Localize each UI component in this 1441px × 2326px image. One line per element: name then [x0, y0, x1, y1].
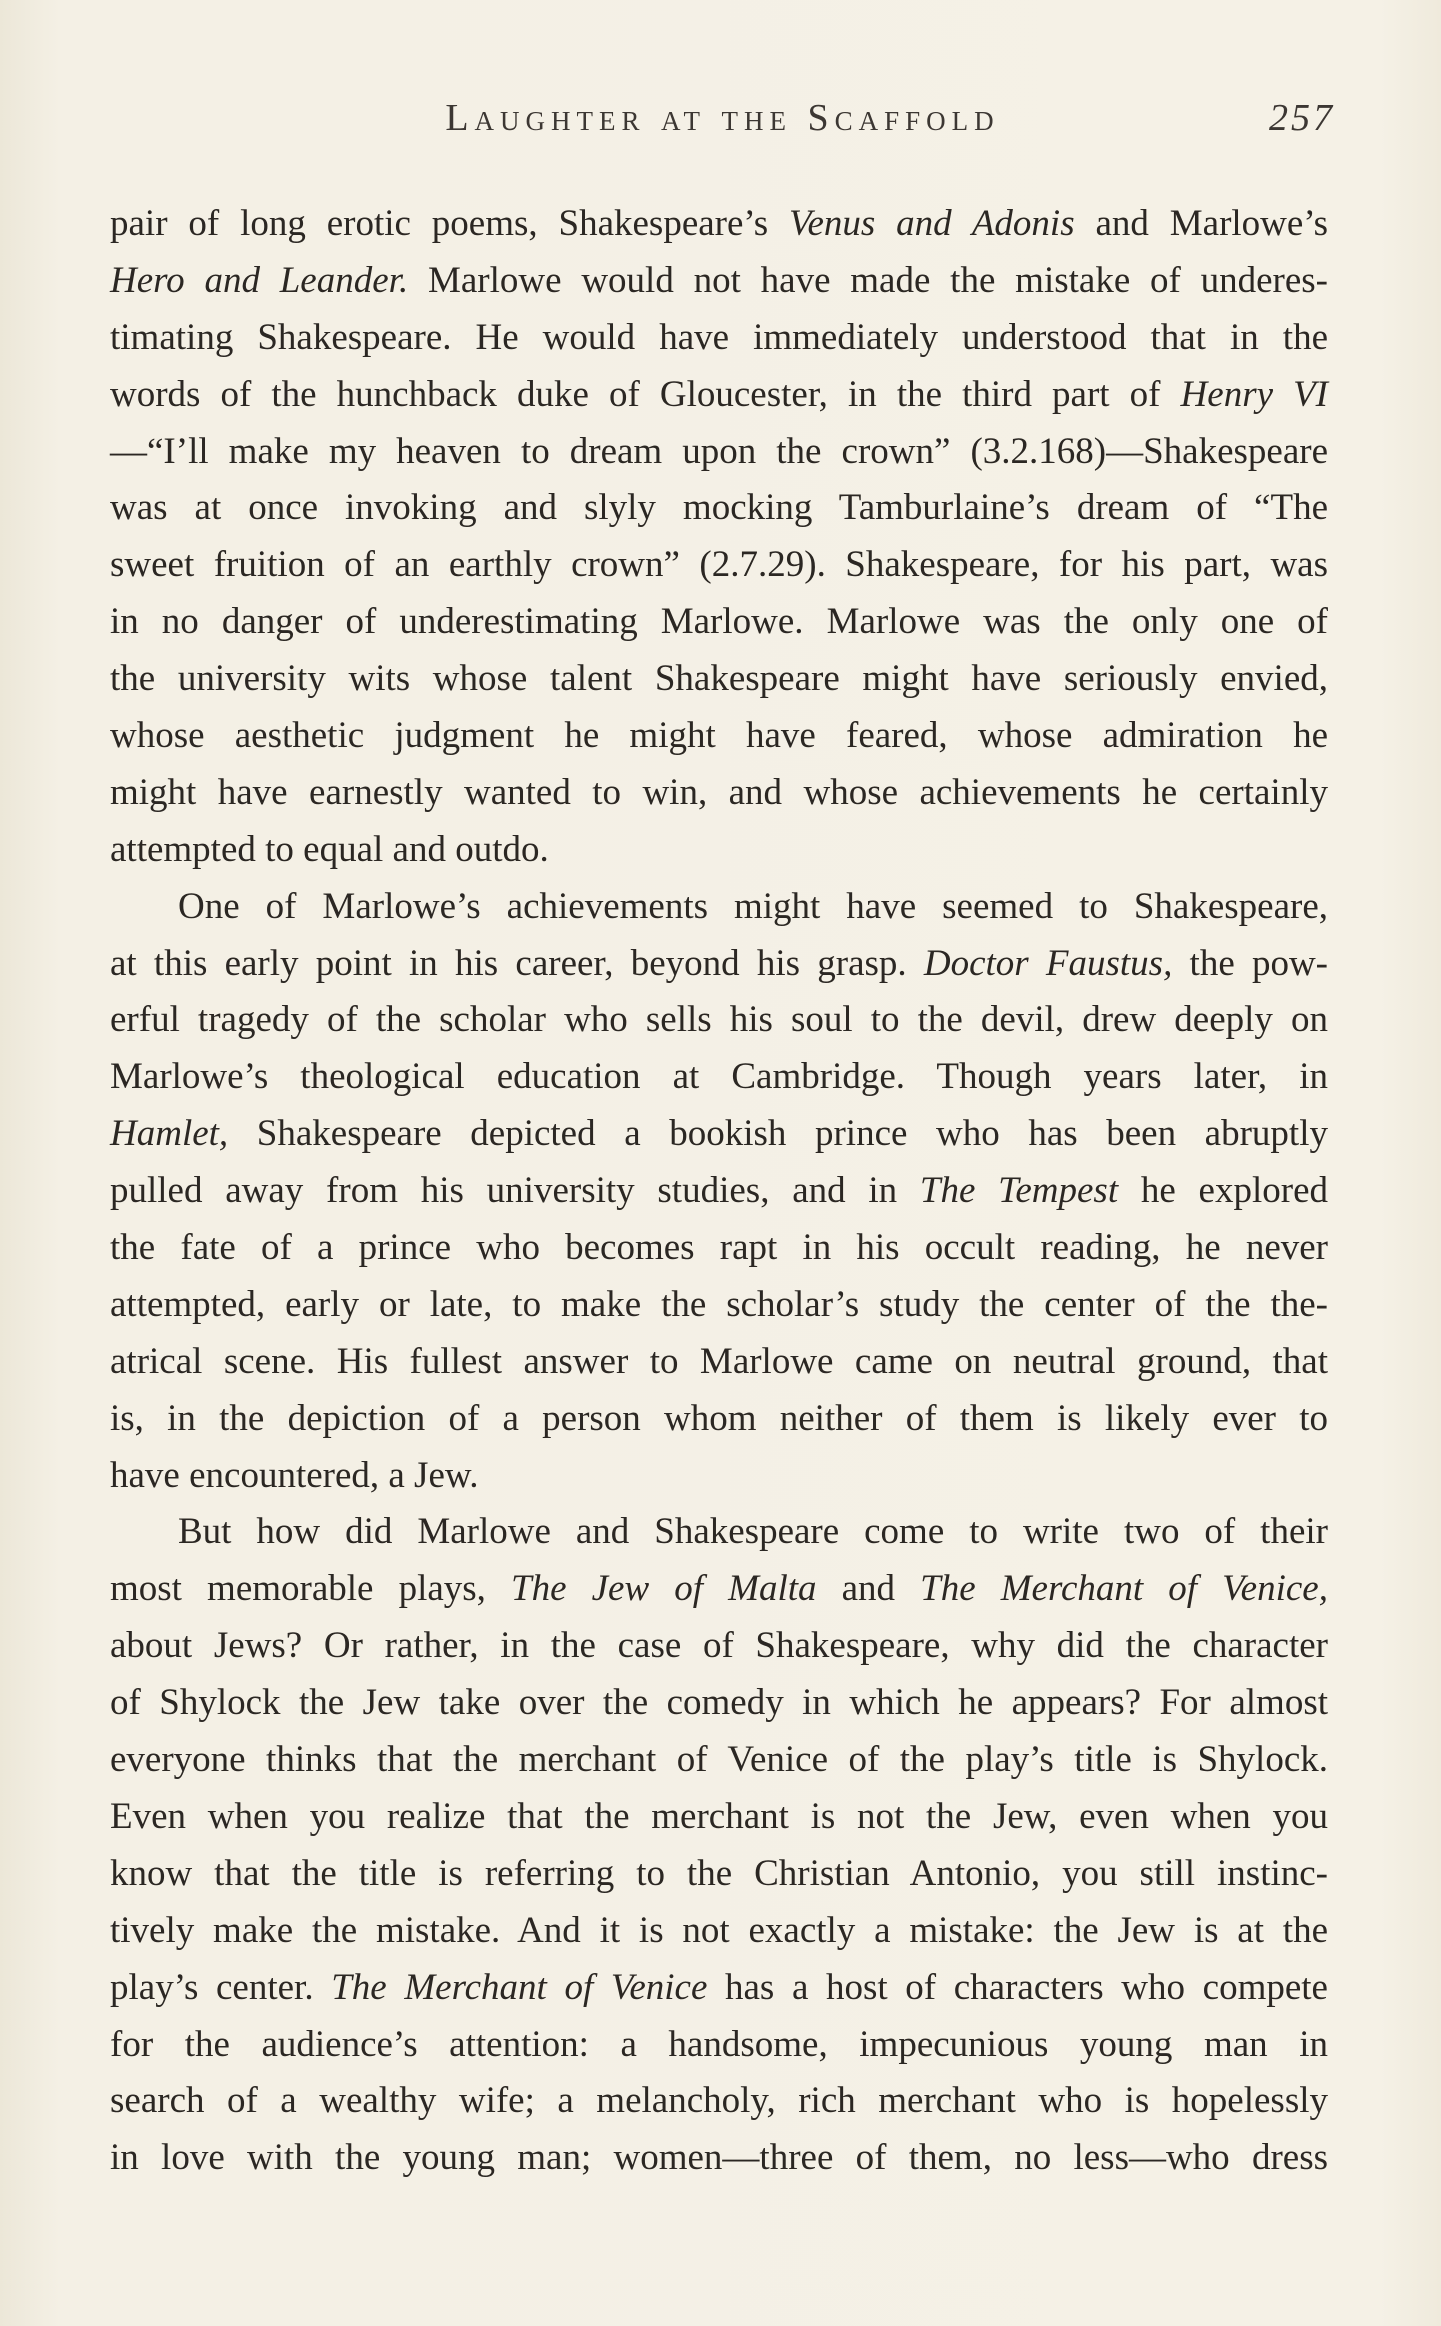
text-line: But how did Marlowe and Shakespeare come to write two of their: [178, 1511, 1328, 1553]
text-line: for the audience’s attention: a handsome, impecunious young man in: [110, 2023, 1328, 2065]
text-line: Hamlet, Shakespeare depicted a bookish prince who has been abruptly: [110, 1113, 1328, 1155]
text-line: was at once invoking and slyly mocking Tamburlaine’s dream of “The: [110, 487, 1328, 529]
page-number: 257: [1269, 97, 1335, 139]
text-line: in no danger of underestimating Marlowe. Marlowe was the only one of: [110, 601, 1328, 643]
text-line: of Shylock the Jew take over the comedy in which he appears? For almost: [110, 1682, 1328, 1724]
text-line: sweet fruition of an earthly crown” (2.7.29). Shakespeare, for his part, was: [110, 544, 1328, 586]
text-line: might have earnestly wanted to win, and whose achievements he certainly: [110, 771, 1328, 813]
text-line: tively make the mistake. And it is not exactly a mistake: the Jew is at the: [110, 1909, 1328, 1951]
text-line: most memorable plays, The Jew of Malta and The Merchant of Venice,: [110, 1568, 1328, 1610]
text-line: the fate of a prince who becomes rapt in his occult reading, he never: [110, 1227, 1328, 1269]
text-line: is, in the depiction of a person whom neither of them is likely ever to: [110, 1397, 1328, 1439]
text-line: have encountered, a Jew.: [110, 1454, 479, 1496]
text-line: in love with the young man; women—three of them, no less—who dress: [110, 2137, 1328, 2179]
text-line: attempted, early or late, to make the scholar’s study the center of the the-: [110, 1283, 1328, 1325]
text-line: pair of long erotic poems, Shakespeare’s Venus and Adonis and Marlowe’s: [110, 203, 1328, 244]
text-line: Even when you realize that the merchant is not the Jew, even when you: [110, 1795, 1328, 1837]
text-line: —“I’ll make my heaven to dream upon the crown” (3.2.168)—Shakespeare: [110, 430, 1328, 472]
text-line: Hero and Leander. Marlowe would not have made the mistake of underes-: [110, 259, 1329, 301]
text-line: erful tragedy of the scholar who sells his soul to the devil, drew deeply on: [110, 999, 1328, 1041]
text-line: attempted to equal and outdo.: [110, 828, 549, 870]
text-line: whose aesthetic judgment he might have feared, whose admiration he: [110, 715, 1328, 757]
running-head: [110, 96, 1335, 146]
text-line: One of Marlowe’s achievements might have seemed to Shakespeare,: [178, 885, 1328, 927]
text-line: everyone thinks that the merchant of Venice of the play’s title is Shylock.: [110, 1739, 1328, 1781]
text-line: Marlowe’s theological education at Cambridge. Though years later, in: [110, 1056, 1328, 1098]
text-line: at this early point in his career, beyond his grasp. Doctor Faustus, the pow-: [110, 942, 1328, 984]
text-line: search of a wealthy wife; a melancholy, rich merchant who is hopelessly: [110, 2080, 1328, 2122]
text-line: words of the hunchback duke of Gloucester, in the third part of Henry VI: [110, 373, 1329, 415]
text-line: know that the title is referring to the Christian Antonio, you still instinc-: [110, 1852, 1328, 1894]
text-line: the university wits whose talent Shakespeare might have seriously envied,: [110, 658, 1328, 700]
text-line: pulled away from his university studies, and in The Tempest he explored: [110, 1170, 1328, 1212]
text-line: timating Shakespeare. He would have immediately understood that in the: [110, 316, 1328, 358]
text-line: play’s center. The Merchant of Venice has a host of characters who compete: [110, 1966, 1328, 2008]
running-title: Laughter at the Scaffold: [445, 97, 1000, 139]
text-line: atrical scene. His fullest answer to Marlowe came on neutral ground, that: [110, 1340, 1328, 1382]
body-text: [110, 196, 1328, 2187]
text-line: about Jews? Or rather, in the case of Shakespeare, why did the character: [110, 1625, 1328, 1667]
